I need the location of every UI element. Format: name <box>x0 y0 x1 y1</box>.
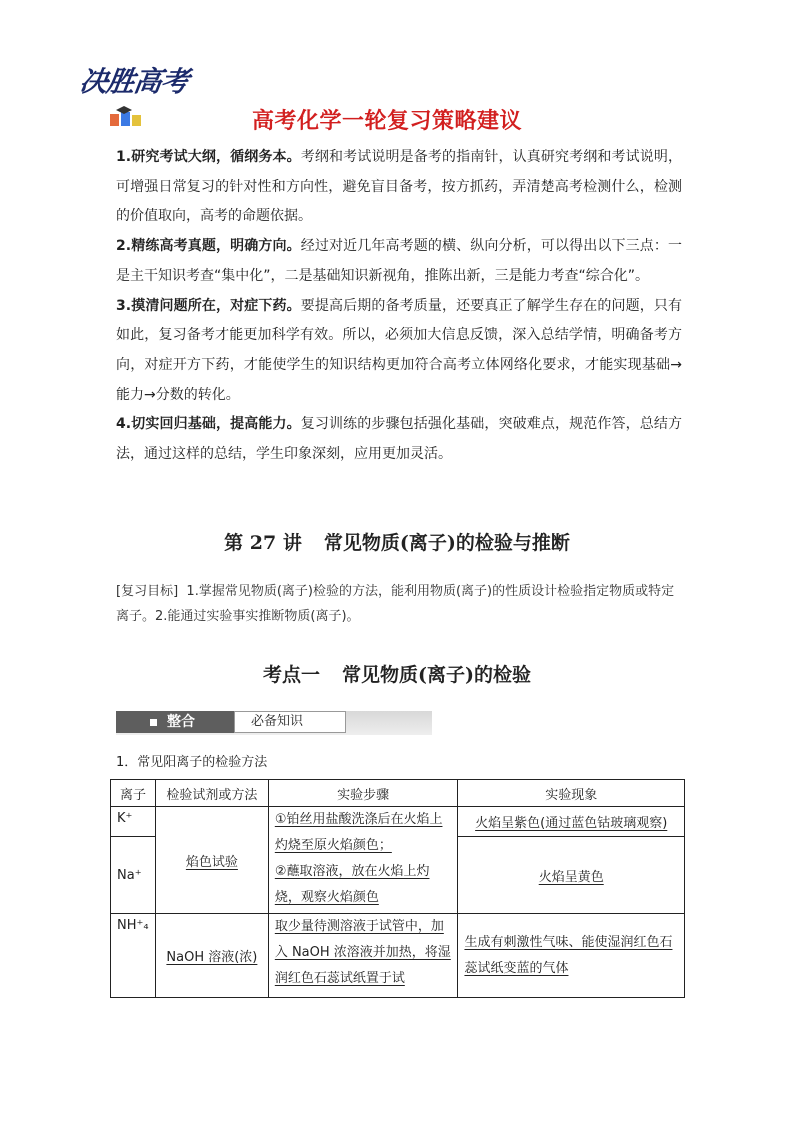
strategy-item <box>116 410 682 469</box>
lecture-number: 第 27 讲 <box>224 532 302 554</box>
logo-text: 决胜高考 <box>77 65 191 98</box>
table-caption: 1．常见阳离子的检验方法 <box>116 755 268 770</box>
step-text: ①铂丝用盐酸洗涤后在火焰上灼烧至原火焰颜色； <box>274 812 443 853</box>
table-row <box>111 914 685 998</box>
method-cell <box>155 807 268 914</box>
strategy-number: 1. <box>116 149 132 165</box>
strategy-text: 考纲和考试说明是备考的指南针，认真研究考纲和考试说明，可增强日常复习的针对性和方向性，避免盲目备考，按方抓药，弄清楚高考检测什么，检测的价值取向，高考的命题依据。 <box>116 149 683 225</box>
column-header: 检验试剂或方法 <box>155 780 268 807</box>
strategy-number: 3. <box>116 297 132 314</box>
strategy-item <box>116 292 682 411</box>
strategy-item <box>116 143 682 232</box>
point-title <box>0 660 794 687</box>
phenomenon-cell <box>458 914 685 998</box>
lecture-name: 常见物质(离子)的检验与推断 <box>323 532 570 554</box>
method-text: NaOH 溶液(浓) <box>166 950 258 965</box>
ion-cell: K⁺ <box>111 807 156 837</box>
page-title: 高考化学一轮复习策略建议 <box>252 109 523 134</box>
step-text: 取少量待测溶液于试管中，加入 NaOH 浓溶液并加热，将湿润红色石蕊试纸置于试 <box>274 919 451 986</box>
point-name: 常见物质(离子)的检验 <box>342 664 531 686</box>
strategy-heading: 精练高考真题，明确方向。 <box>131 238 301 255</box>
strategy-number: 4. <box>116 416 132 433</box>
review-goals <box>116 579 682 629</box>
column-header: 离子 <box>111 780 156 807</box>
phenomenon-text: 火焰呈紫色(通过蓝色钴玻璃观察) <box>475 816 668 831</box>
ion-cell: Na⁺ <box>111 837 156 914</box>
phenomenon-cell <box>458 807 685 837</box>
strategy-text: 经过对近几年高考题的横、纵向分析，可以得出以下三点：一是主干知识考查“集中化”，二是基础知识新视角，推陈出新，三是能力考查“综合化”。 <box>116 238 683 284</box>
strategy-heading: 摸清问题所在，对症下药。 <box>131 297 301 314</box>
graduation-logo-icon <box>108 106 148 130</box>
tag-sub: 必备知识 <box>234 711 346 733</box>
cation-test-table <box>110 779 685 998</box>
tag-main <box>116 711 234 733</box>
logo <box>77 60 195 132</box>
steps-cell <box>268 914 458 998</box>
table-row <box>111 807 685 837</box>
goals-label: [复习目标] <box>116 584 179 599</box>
strategy-item <box>116 232 682 291</box>
steps-cell <box>268 807 458 914</box>
strategy-section <box>116 143 682 470</box>
column-header: 实验步骤 <box>268 780 458 807</box>
section-tag-bar <box>116 711 432 735</box>
strategy-text: 复习训练的步骤包括强化基础，突破难点，规范作答，总结方法，通过这样的总结，学生印象深刻，应用更加灵活。 <box>116 416 683 463</box>
tag-main-label: 整合 <box>167 714 195 730</box>
phenomenon-text: 生成有刺激性气味、能使湿润红色石蕊试纸变蓝的气体 <box>464 934 673 976</box>
ion-cell: NH⁺₄ <box>111 914 156 998</box>
strategy-heading: 研究考试大纲，循纲务本。 <box>131 149 301 165</box>
phenomenon-cell <box>458 837 685 914</box>
square-bullet-icon <box>150 719 157 726</box>
method-text: 焰色试验 <box>185 854 238 870</box>
point-number: 考点一 <box>263 664 321 686</box>
lecture-title <box>0 528 794 555</box>
column-header: 实验现象 <box>458 780 685 807</box>
strategy-heading: 切实回归基础，提高能力。 <box>131 416 301 433</box>
phenomenon-text: 火焰呈黄色 <box>538 869 604 885</box>
table-header-row <box>111 780 685 807</box>
goals-text: 1.掌握常见物质(离子)检验的方法，能利用物质(离子)的性质设计检验指定物质或特定离子。2.能通过实验事实推断物质(离子)。 <box>116 584 675 624</box>
strategy-text: 要提高后期的备考质量，还要真正了解学生存在的问题，只有如此，复习备考才能更加科学有效。所以，必须加大信息反馈，深入总结学情，明确备考方向，对症开方下药，才能使学生的知识结构更加符合高考立体网络化要求，才能实现基础→能力→分数的转化。 <box>116 297 683 403</box>
method-cell <box>155 914 268 998</box>
step-text: ②蘸取溶液，放在火焰上灼烧，观察火焰颜色 <box>274 864 430 905</box>
strategy-number: 2. <box>116 238 132 255</box>
